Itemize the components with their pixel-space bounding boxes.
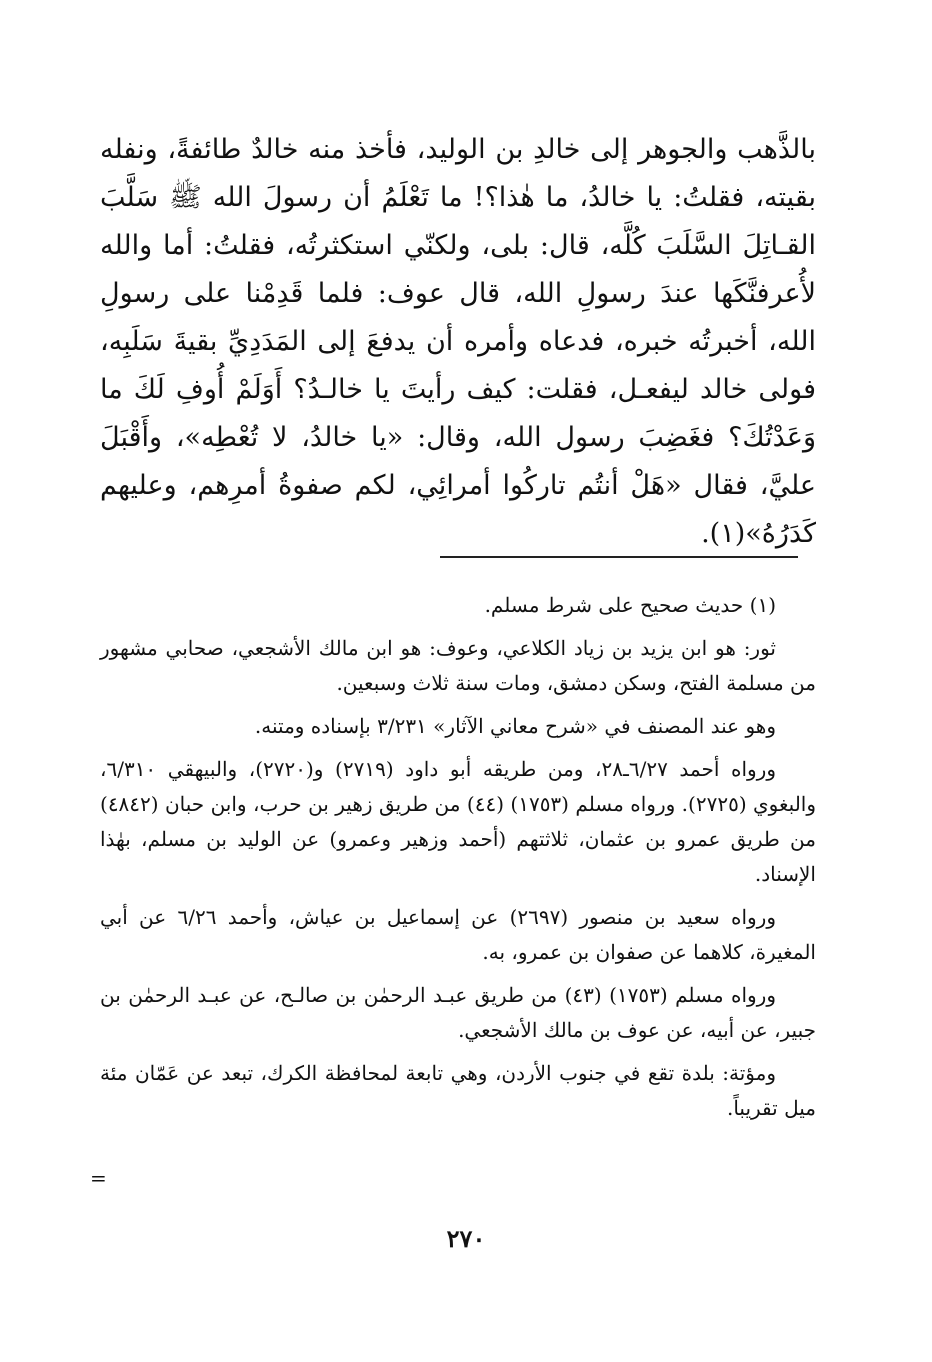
page-number: ٢٧٠ <box>446 1224 486 1253</box>
continuation-mark: = <box>90 1166 107 1190</box>
footnote-paragraph: ورواه أحمد ٦/٢٧ـ٢٨، ومن طريقه أبو داود (٢٧١٩) و(٢٧٢٠)، والبيهقي ٦/٣١٠، والبغوي (٢٧٢٥). ورواه مسلم (١٧٥٣) (٤٤) من طريق زهير بن حرب، وابن حبان (٤٨٤٢) من طريق عمرو بن عثمان، ثلاثتهم (أحمد وزهير وعمرو) عن الوليد بن مسلم، بهٰذا الإسناد. <box>100 757 816 886</box>
footnote-1: (١) حديث صحيح على شرط مسلم. <box>484 593 776 617</box>
footnote-paragraph: ومؤتة: بلدة تقع في جنوب الأردن، وهي تابعة لمحافظة الكرك، تبعد عن عَمّان مئة ميل تقريباً. <box>100 1061 816 1120</box>
main-text: بالذَّهب والجوهر إلى خالدِ بن الوليد، فأخذ منه خالدٌ طائفةً، ونفله بقيته، فقلتُ: يا خالدُ، ما هٰذا؟! ما تَعْلَمُ أن رسولَ الله ﷺ سَلَّبَ القـاتِلَ السَّلَبَ كُلَّه، قال: بلى، ولكنّي استكثرتُه، فقلتُ: أما والله لأُعرفنَّكَها عندَ رسولِ الله، قال عوف: فلما قَدِمْنا على رسولِ الله، أخبرتُه خبره، فدعاه وأمره أن يدفعَ إلى المَدَدِيِّ بقيةَ سَلَبِه، فولى خالد ليفعـل، فقلت: كيف رأيتَ يا خالـدُ؟ أَوَلَمْ أُوفِ لَكَ ما وَعَدْتُكَ؟ فغَضِبَ رسول الله، وقال: «يا خالدُ، لا تُعْطِه»، وأَقْبَلَ عليَّ، فقال «هَلْ أنتُم تاركُوا أمرائِي، لكم صفوةُ أمرِهم، وعليهم كَدَرُهُ»(١). <box>100 134 816 549</box>
footnotes <box>100 588 816 1134</box>
footnote-paragraph: وهو عند المصنف في «شرح معاني الآثار» ٣/٢٣١ بإسناده ومتنه. <box>254 714 776 738</box>
footnote-paragraph: ورواه سعيد بن منصور (٢٦٩٧) عن إسماعيل بن عياش، وأحمد ٦/٢٦ عن أبي المغيرة، كلاهما عن صفوان بن عمرو، به. <box>100 905 816 964</box>
footnote-paragraph: ورواه مسلم (١٧٥٣) (٤٣) من طريق عبـد الرحمٰن بن صالـح، عن عبـد الرحمٰن بن جبير، عن أبيه، عن عوف بن مالك الأشجعي. <box>100 983 816 1042</box>
footnote-divider <box>440 556 798 558</box>
footnote-paragraph: ثور: هو ابن يزيد بن زياد الكلاعي، وعوف: هو ابن مالك الأشجعي، صحابي مشهور من مسلمة الفتح، وسكن دمشق، ومات سنة ثلاث وسبعين. <box>100 636 816 695</box>
